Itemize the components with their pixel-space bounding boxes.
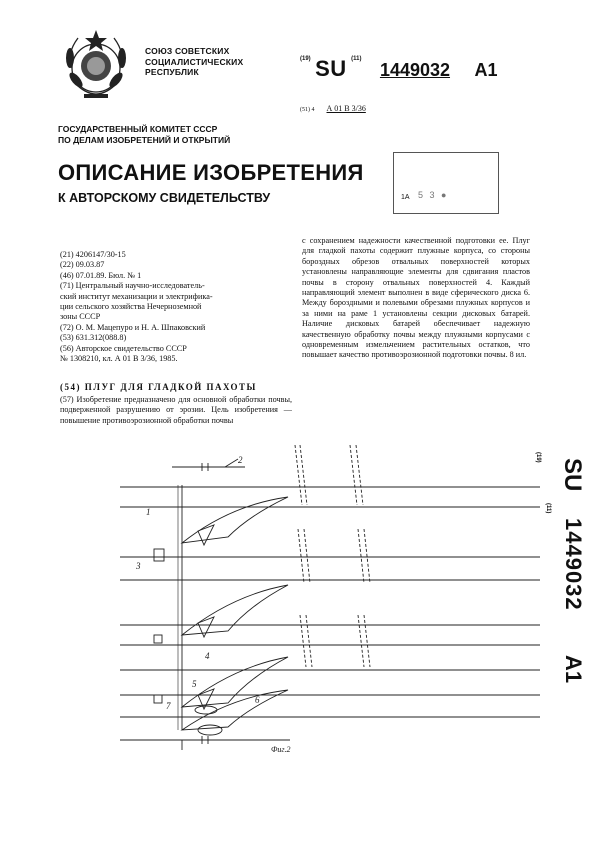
stamp-mark: 1A [401,194,410,201]
drawing-label: 6 [255,695,260,705]
country-code: SU [315,56,347,81]
committee-line: ПО ДЕЛАМ ИЗОБРЕТЕНИЙ И ОТКРЫТИЙ [58,135,231,145]
page-subtitle: К АВТОРСКОМУ СВИДЕТЕЛЬСТВУ [58,191,271,205]
drawing-label: 4 [205,651,210,661]
committee-line: ГОСУДАРСТВЕННЫЙ КОМИТЕТ СССР [58,124,218,134]
page-title: ОПИСАНИЕ ИЗОБРЕТЕНИЯ [58,160,364,185]
document-number [300,56,497,82]
side-number-prefix: (11) [545,503,551,514]
plow-drawing [120,445,540,775]
abstract-right [302,236,530,361]
drawing-lines [120,445,540,750]
side-kind-code: A1 [561,655,586,684]
side-country-prefix: (19) [535,452,541,463]
stamp-code: 5 3 ● [418,190,449,200]
ipc-code: А 01 В 3/36 [326,104,366,113]
drawing-label: 2 [238,455,243,465]
union-line: РЕСПУБЛИК [145,67,199,77]
patent-number: 1449032 [379,60,451,80]
bib-line: зоны СССР [60,312,101,322]
bib-line: (71) Центральный научно-исследователь- [60,281,205,291]
drawing-label: 1 [146,507,151,517]
bib-line: (72) О. М. Мацепуро и Н. А. Шпаковский [60,322,206,332]
union-name [145,46,243,78]
abstract-left [60,395,292,426]
bib-line: № 1308210, кл. А 01 В 3/36, 1985. [60,354,178,364]
drawing-label: 7 [166,701,171,711]
bib-line: (21) 4206147/30-15 [60,250,126,259]
figure-caption: Фиг.2 [271,745,291,754]
union-line: СОЦИАЛИСТИЧЕСКИХ [145,56,244,67]
invention-title: (54) ПЛУГ ДЛЯ ГЛАДКОЙ ПАХОТЫ [60,382,257,392]
ipc-prefix: (51) 4 [300,107,315,113]
kind-code: A1 [474,60,498,80]
drawing-label: 3 [136,561,141,571]
side-patent-number: 1449032 [561,518,586,611]
union-line: СОЮЗ СОВЕТСКИХ [145,46,230,56]
drawing-label: 5 [192,679,197,689]
bib-line: ции сельского хозяйства Нечерноземной [60,302,202,312]
bib-line: (22) 09.03.87 [60,260,105,270]
number-prefix: (11) [351,56,362,62]
country-prefix: (19) [300,56,311,62]
bibliography [60,250,292,364]
bib-line: (46) 07.01.89. Бюл. № 1 [60,270,142,280]
library-stamp [393,152,499,214]
ussr-emblem [56,24,136,110]
bib-line: (56) Авторское свидетельство СССР [60,343,187,353]
abstract-text: с сохранением надежности качественной подготовки ее. Плуг для гладкой пахоты содержит плужные корпуса, со стороны бороздных обрезов отвальных поверхностей которых установлены направляющие элементы для сдвигания пластов почвы в сторону отвальных поверхностей 4. Каждый направляющий элемент выполнен в виде сферического диска 6. Между бороздными и полевыми обрезами плужных корпусов и за ними на раме 1 установлены секции дисковых батарей. Наличие дисковых батарей обеспечивает надежную качественную обработку почвы между плужными корпусами с одновременным измельчением растительных остатков, что повышает качество противоэрозионной подготовки почвы. 8 ил. [302,236,530,360]
abstract-text: (57) Изобретение предназначено для основной обработки почвы, подверженной разрушению от эрозии. Цель изобретения — повышение противоэрозионной обработки почвы [60,395,292,425]
side-country-code: SU [559,458,586,492]
bib-line: (53) 631.312(088.8) [60,333,127,343]
bib-line: ский институт механизации и электрифика- [60,291,213,301]
committee-name [58,124,230,146]
ipc-classification [300,104,366,113]
